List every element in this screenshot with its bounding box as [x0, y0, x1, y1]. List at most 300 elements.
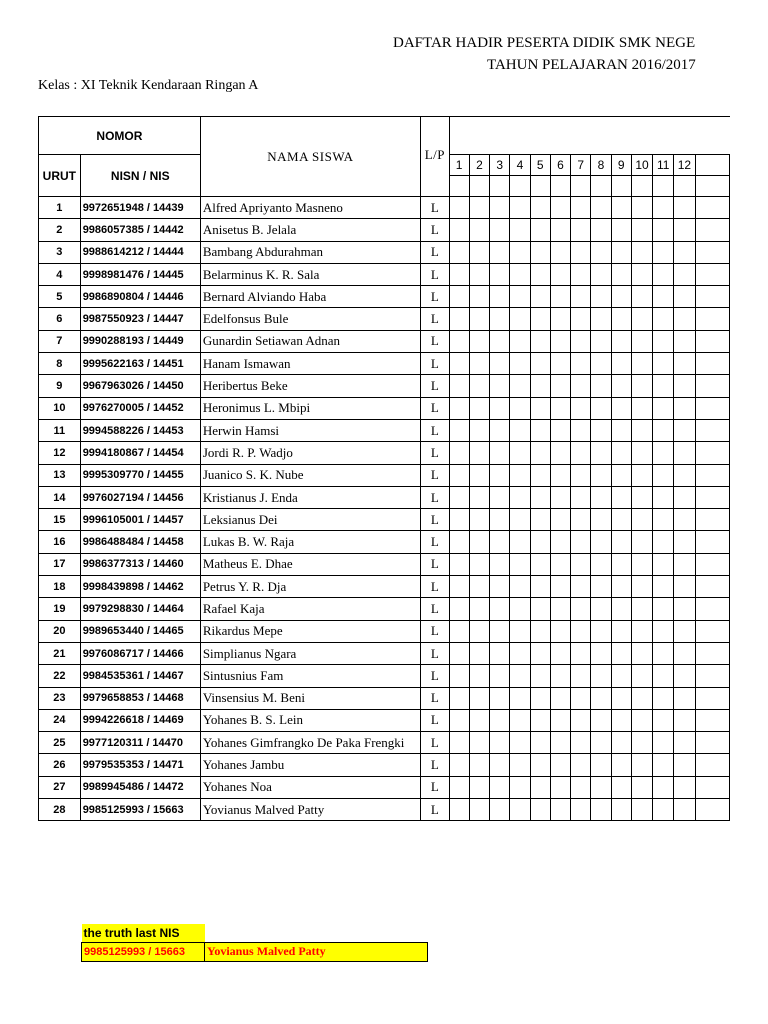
attendance-cell[interactable] — [510, 286, 531, 308]
attendance-cell[interactable] — [530, 197, 550, 219]
attendance-cell[interactable] — [674, 442, 696, 464]
attendance-cell[interactable] — [653, 620, 674, 642]
attendance-cell[interactable] — [631, 442, 653, 464]
attendance-cell[interactable] — [530, 553, 550, 575]
attendance-cell[interactable] — [510, 776, 531, 798]
attendance-cell[interactable] — [653, 642, 674, 664]
attendance-cell[interactable] — [571, 397, 591, 419]
attendance-cell[interactable] — [490, 241, 510, 263]
attendance-cell[interactable] — [490, 553, 510, 575]
attendance-cell[interactable] — [591, 687, 612, 709]
attendance-cell[interactable] — [449, 397, 469, 419]
attendance-cell[interactable] — [449, 531, 469, 553]
attendance-cell[interactable] — [469, 576, 490, 598]
attendance-cell[interactable] — [550, 442, 571, 464]
attendance-cell[interactable] — [510, 576, 531, 598]
attendance-cell[interactable] — [469, 687, 490, 709]
attendance-cell[interactable] — [510, 442, 531, 464]
attendance-cell[interactable] — [490, 576, 510, 598]
attendance-cell[interactable] — [449, 263, 469, 285]
attendance-cell[interactable] — [611, 219, 631, 241]
attendance-cell[interactable] — [695, 620, 729, 642]
attendance-cell[interactable] — [571, 709, 591, 731]
attendance-cell[interactable] — [530, 375, 550, 397]
attendance-cell[interactable] — [631, 754, 653, 776]
attendance-cell[interactable] — [469, 442, 490, 464]
attendance-cell[interactable] — [490, 219, 510, 241]
attendance-cell[interactable] — [530, 576, 550, 598]
attendance-cell[interactable] — [611, 531, 631, 553]
attendance-cell[interactable] — [449, 553, 469, 575]
attendance-cell[interactable] — [571, 241, 591, 263]
attendance-cell[interactable] — [469, 219, 490, 241]
attendance-cell[interactable] — [631, 531, 653, 553]
attendance-cell[interactable] — [530, 776, 550, 798]
attendance-cell[interactable] — [571, 353, 591, 375]
attendance-cell[interactable] — [469, 263, 490, 285]
attendance-cell[interactable] — [695, 197, 729, 219]
attendance-cell[interactable] — [674, 754, 696, 776]
attendance-cell[interactable] — [530, 464, 550, 486]
attendance-cell[interactable] — [674, 509, 696, 531]
attendance-cell[interactable] — [611, 687, 631, 709]
attendance-cell[interactable] — [550, 687, 571, 709]
attendance-cell[interactable] — [631, 776, 653, 798]
attendance-cell[interactable] — [695, 509, 729, 531]
attendance-cell[interactable] — [653, 509, 674, 531]
attendance-cell[interactable] — [631, 241, 653, 263]
attendance-cell[interactable] — [550, 419, 571, 441]
attendance-cell[interactable] — [469, 553, 490, 575]
attendance-cell[interactable] — [571, 219, 591, 241]
attendance-cell[interactable] — [571, 553, 591, 575]
attendance-cell[interactable] — [631, 219, 653, 241]
attendance-cell[interactable] — [449, 486, 469, 508]
attendance-cell[interactable] — [510, 642, 531, 664]
attendance-cell[interactable] — [653, 799, 674, 821]
attendance-cell[interactable] — [674, 419, 696, 441]
attendance-cell[interactable] — [631, 509, 653, 531]
attendance-cell[interactable] — [591, 397, 612, 419]
attendance-cell[interactable] — [550, 576, 571, 598]
attendance-cell[interactable] — [695, 576, 729, 598]
attendance-cell[interactable] — [631, 665, 653, 687]
attendance-cell[interactable] — [653, 241, 674, 263]
attendance-cell[interactable] — [449, 709, 469, 731]
attendance-cell[interactable] — [591, 197, 612, 219]
attendance-cell[interactable] — [550, 799, 571, 821]
attendance-cell[interactable] — [530, 442, 550, 464]
attendance-cell[interactable] — [695, 397, 729, 419]
attendance-cell[interactable] — [510, 464, 531, 486]
attendance-cell[interactable] — [695, 531, 729, 553]
attendance-cell[interactable] — [674, 576, 696, 598]
attendance-cell[interactable] — [550, 375, 571, 397]
attendance-cell[interactable] — [611, 330, 631, 352]
attendance-cell[interactable] — [631, 464, 653, 486]
attendance-cell[interactable] — [550, 241, 571, 263]
attendance-cell[interactable] — [695, 486, 729, 508]
attendance-cell[interactable] — [611, 397, 631, 419]
attendance-cell[interactable] — [653, 776, 674, 798]
attendance-cell[interactable] — [449, 576, 469, 598]
attendance-cell[interactable] — [550, 308, 571, 330]
attendance-cell[interactable] — [695, 375, 729, 397]
attendance-cell[interactable] — [674, 553, 696, 575]
attendance-cell[interactable] — [631, 197, 653, 219]
attendance-cell[interactable] — [550, 263, 571, 285]
attendance-cell[interactable] — [611, 553, 631, 575]
attendance-cell[interactable] — [571, 330, 591, 352]
attendance-cell[interactable] — [550, 531, 571, 553]
attendance-cell[interactable] — [631, 286, 653, 308]
attendance-cell[interactable] — [571, 531, 591, 553]
attendance-cell[interactable] — [695, 308, 729, 330]
attendance-cell[interactable] — [653, 553, 674, 575]
attendance-cell[interactable] — [469, 776, 490, 798]
attendance-cell[interactable] — [510, 219, 531, 241]
attendance-cell[interactable] — [490, 776, 510, 798]
attendance-cell[interactable] — [591, 375, 612, 397]
attendance-cell[interactable] — [653, 754, 674, 776]
attendance-cell[interactable] — [571, 576, 591, 598]
attendance-cell[interactable] — [674, 464, 696, 486]
attendance-cell[interactable] — [530, 286, 550, 308]
attendance-cell[interactable] — [530, 330, 550, 352]
attendance-cell[interactable] — [653, 464, 674, 486]
attendance-cell[interactable] — [571, 486, 591, 508]
attendance-cell[interactable] — [469, 732, 490, 754]
attendance-cell[interactable] — [631, 799, 653, 821]
attendance-cell[interactable] — [510, 397, 531, 419]
attendance-cell[interactable] — [653, 598, 674, 620]
attendance-cell[interactable] — [591, 531, 612, 553]
attendance-cell[interactable] — [591, 709, 612, 731]
attendance-cell[interactable] — [631, 419, 653, 441]
attendance-cell[interactable] — [631, 375, 653, 397]
attendance-cell[interactable] — [449, 419, 469, 441]
attendance-cell[interactable] — [674, 308, 696, 330]
attendance-cell[interactable] — [571, 732, 591, 754]
attendance-cell[interactable] — [530, 241, 550, 263]
attendance-cell[interactable] — [530, 709, 550, 731]
attendance-cell[interactable] — [631, 642, 653, 664]
attendance-cell[interactable] — [591, 353, 612, 375]
attendance-cell[interactable] — [571, 419, 591, 441]
attendance-cell[interactable] — [591, 330, 612, 352]
attendance-cell[interactable] — [591, 598, 612, 620]
attendance-cell[interactable] — [530, 642, 550, 664]
attendance-cell[interactable] — [530, 665, 550, 687]
attendance-cell[interactable] — [571, 665, 591, 687]
attendance-cell[interactable] — [469, 665, 490, 687]
attendance-cell[interactable] — [571, 308, 591, 330]
attendance-cell[interactable] — [695, 732, 729, 754]
attendance-cell[interactable] — [490, 197, 510, 219]
attendance-cell[interactable] — [510, 799, 531, 821]
attendance-cell[interactable] — [510, 531, 531, 553]
attendance-cell[interactable] — [571, 286, 591, 308]
attendance-cell[interactable] — [653, 709, 674, 731]
attendance-cell[interactable] — [510, 375, 531, 397]
attendance-cell[interactable] — [550, 353, 571, 375]
attendance-cell[interactable] — [510, 598, 531, 620]
attendance-cell[interactable] — [695, 754, 729, 776]
attendance-cell[interactable] — [591, 642, 612, 664]
attendance-cell[interactable] — [611, 799, 631, 821]
attendance-cell[interactable] — [469, 330, 490, 352]
attendance-cell[interactable] — [591, 219, 612, 241]
attendance-cell[interactable] — [490, 442, 510, 464]
attendance-cell[interactable] — [469, 375, 490, 397]
attendance-cell[interactable] — [449, 732, 469, 754]
attendance-cell[interactable] — [631, 620, 653, 642]
attendance-cell[interactable] — [695, 442, 729, 464]
attendance-cell[interactable] — [550, 397, 571, 419]
attendance-cell[interactable] — [530, 754, 550, 776]
attendance-cell[interactable] — [510, 419, 531, 441]
attendance-cell[interactable] — [469, 419, 490, 441]
attendance-cell[interactable] — [571, 598, 591, 620]
attendance-cell[interactable] — [571, 197, 591, 219]
attendance-cell[interactable] — [631, 576, 653, 598]
attendance-cell[interactable] — [674, 330, 696, 352]
attendance-cell[interactable] — [449, 620, 469, 642]
attendance-cell[interactable] — [530, 308, 550, 330]
attendance-cell[interactable] — [674, 620, 696, 642]
attendance-cell[interactable] — [449, 241, 469, 263]
attendance-cell[interactable] — [653, 732, 674, 754]
attendance-cell[interactable] — [653, 419, 674, 441]
attendance-cell[interactable] — [674, 687, 696, 709]
attendance-cell[interactable] — [653, 442, 674, 464]
attendance-cell[interactable] — [510, 754, 531, 776]
attendance-cell[interactable] — [591, 464, 612, 486]
attendance-cell[interactable] — [591, 754, 612, 776]
attendance-cell[interactable] — [530, 620, 550, 642]
attendance-cell[interactable] — [530, 531, 550, 553]
attendance-cell[interactable] — [611, 486, 631, 508]
attendance-cell[interactable] — [550, 464, 571, 486]
attendance-cell[interactable] — [611, 598, 631, 620]
attendance-cell[interactable] — [695, 464, 729, 486]
attendance-cell[interactable] — [510, 620, 531, 642]
attendance-cell[interactable] — [449, 776, 469, 798]
attendance-cell[interactable] — [530, 509, 550, 531]
attendance-cell[interactable] — [550, 553, 571, 575]
attendance-cell[interactable] — [510, 197, 531, 219]
attendance-cell[interactable] — [653, 330, 674, 352]
attendance-cell[interactable] — [550, 754, 571, 776]
attendance-cell[interactable] — [591, 553, 612, 575]
attendance-cell[interactable] — [695, 219, 729, 241]
attendance-cell[interactable] — [611, 197, 631, 219]
attendance-cell[interactable] — [530, 486, 550, 508]
attendance-cell[interactable] — [469, 709, 490, 731]
attendance-cell[interactable] — [469, 531, 490, 553]
attendance-cell[interactable] — [469, 353, 490, 375]
attendance-cell[interactable] — [571, 263, 591, 285]
attendance-cell[interactable] — [510, 553, 531, 575]
attendance-cell[interactable] — [490, 308, 510, 330]
attendance-cell[interactable] — [510, 263, 531, 285]
attendance-cell[interactable] — [510, 709, 531, 731]
attendance-cell[interactable] — [611, 776, 631, 798]
attendance-cell[interactable] — [591, 263, 612, 285]
attendance-cell[interactable] — [674, 486, 696, 508]
attendance-cell[interactable] — [449, 509, 469, 531]
attendance-cell[interactable] — [591, 286, 612, 308]
attendance-cell[interactable] — [674, 642, 696, 664]
attendance-cell[interactable] — [490, 598, 510, 620]
attendance-cell[interactable] — [530, 353, 550, 375]
attendance-cell[interactable] — [611, 754, 631, 776]
attendance-cell[interactable] — [653, 219, 674, 241]
attendance-cell[interactable] — [695, 665, 729, 687]
attendance-cell[interactable] — [695, 286, 729, 308]
attendance-cell[interactable] — [611, 576, 631, 598]
attendance-cell[interactable] — [611, 642, 631, 664]
attendance-cell[interactable] — [631, 709, 653, 731]
attendance-cell[interactable] — [490, 286, 510, 308]
attendance-cell[interactable] — [653, 375, 674, 397]
attendance-cell[interactable] — [550, 620, 571, 642]
attendance-cell[interactable] — [469, 286, 490, 308]
attendance-cell[interactable] — [550, 486, 571, 508]
attendance-cell[interactable] — [611, 464, 631, 486]
attendance-cell[interactable] — [469, 642, 490, 664]
attendance-cell[interactable] — [510, 241, 531, 263]
attendance-cell[interactable] — [611, 442, 631, 464]
attendance-cell[interactable] — [550, 286, 571, 308]
attendance-cell[interactable] — [510, 509, 531, 531]
attendance-cell[interactable] — [449, 375, 469, 397]
attendance-cell[interactable] — [653, 308, 674, 330]
attendance-cell[interactable] — [510, 308, 531, 330]
attendance-cell[interactable] — [449, 687, 469, 709]
attendance-cell[interactable] — [530, 598, 550, 620]
attendance-cell[interactable] — [510, 353, 531, 375]
attendance-cell[interactable] — [611, 665, 631, 687]
attendance-cell[interactable] — [530, 263, 550, 285]
attendance-cell[interactable] — [674, 397, 696, 419]
attendance-cell[interactable] — [653, 531, 674, 553]
attendance-cell[interactable] — [653, 576, 674, 598]
attendance-cell[interactable] — [591, 419, 612, 441]
attendance-cell[interactable] — [490, 509, 510, 531]
attendance-cell[interactable] — [490, 330, 510, 352]
attendance-cell[interactable] — [674, 375, 696, 397]
attendance-cell[interactable] — [510, 486, 531, 508]
attendance-cell[interactable] — [653, 263, 674, 285]
attendance-cell[interactable] — [550, 598, 571, 620]
attendance-cell[interactable] — [571, 687, 591, 709]
attendance-cell[interactable] — [469, 197, 490, 219]
attendance-cell[interactable] — [695, 598, 729, 620]
attendance-cell[interactable] — [449, 464, 469, 486]
attendance-cell[interactable] — [449, 353, 469, 375]
attendance-cell[interactable] — [550, 665, 571, 687]
attendance-cell[interactable] — [591, 241, 612, 263]
attendance-cell[interactable] — [490, 665, 510, 687]
attendance-cell[interactable] — [469, 308, 490, 330]
attendance-cell[interactable] — [571, 375, 591, 397]
attendance-cell[interactable] — [550, 776, 571, 798]
attendance-cell[interactable] — [571, 442, 591, 464]
attendance-cell[interactable] — [571, 776, 591, 798]
attendance-cell[interactable] — [490, 397, 510, 419]
attendance-cell[interactable] — [611, 286, 631, 308]
attendance-cell[interactable] — [449, 665, 469, 687]
attendance-cell[interactable] — [449, 442, 469, 464]
attendance-cell[interactable] — [611, 620, 631, 642]
attendance-cell[interactable] — [449, 642, 469, 664]
attendance-cell[interactable] — [510, 330, 531, 352]
attendance-cell[interactable] — [653, 197, 674, 219]
attendance-cell[interactable] — [695, 419, 729, 441]
attendance-cell[interactable] — [490, 642, 510, 664]
attendance-cell[interactable] — [449, 330, 469, 352]
attendance-cell[interactable] — [469, 397, 490, 419]
attendance-cell[interactable] — [469, 486, 490, 508]
attendance-cell[interactable] — [530, 219, 550, 241]
attendance-cell[interactable] — [591, 308, 612, 330]
attendance-cell[interactable] — [469, 620, 490, 642]
attendance-cell[interactable] — [631, 598, 653, 620]
attendance-cell[interactable] — [490, 754, 510, 776]
attendance-cell[interactable] — [490, 709, 510, 731]
attendance-cell[interactable] — [674, 665, 696, 687]
attendance-cell[interactable] — [631, 263, 653, 285]
attendance-cell[interactable] — [674, 219, 696, 241]
attendance-cell[interactable] — [591, 576, 612, 598]
attendance-cell[interactable] — [631, 732, 653, 754]
attendance-cell[interactable] — [550, 330, 571, 352]
attendance-cell[interactable] — [695, 776, 729, 798]
attendance-cell[interactable] — [611, 308, 631, 330]
attendance-cell[interactable] — [571, 799, 591, 821]
attendance-cell[interactable] — [530, 687, 550, 709]
attendance-cell[interactable] — [449, 598, 469, 620]
attendance-cell[interactable] — [674, 197, 696, 219]
attendance-cell[interactable] — [490, 531, 510, 553]
attendance-cell[interactable] — [510, 732, 531, 754]
attendance-cell[interactable] — [674, 709, 696, 731]
attendance-cell[interactable] — [490, 687, 510, 709]
attendance-cell[interactable] — [469, 241, 490, 263]
attendance-cell[interactable] — [674, 598, 696, 620]
attendance-cell[interactable] — [695, 263, 729, 285]
attendance-cell[interactable] — [653, 286, 674, 308]
attendance-cell[interactable] — [490, 263, 510, 285]
attendance-cell[interactable] — [674, 531, 696, 553]
attendance-cell[interactable] — [653, 397, 674, 419]
attendance-cell[interactable] — [571, 464, 591, 486]
attendance-cell[interactable] — [510, 665, 531, 687]
attendance-cell[interactable] — [695, 709, 729, 731]
attendance-cell[interactable] — [631, 687, 653, 709]
attendance-cell[interactable] — [469, 509, 490, 531]
attendance-cell[interactable] — [674, 776, 696, 798]
attendance-cell[interactable] — [591, 799, 612, 821]
attendance-cell[interactable] — [611, 732, 631, 754]
attendance-cell[interactable] — [530, 799, 550, 821]
attendance-cell[interactable] — [550, 642, 571, 664]
attendance-cell[interactable] — [695, 799, 729, 821]
attendance-cell[interactable] — [611, 419, 631, 441]
attendance-cell[interactable] — [591, 509, 612, 531]
attendance-cell[interactable] — [550, 732, 571, 754]
